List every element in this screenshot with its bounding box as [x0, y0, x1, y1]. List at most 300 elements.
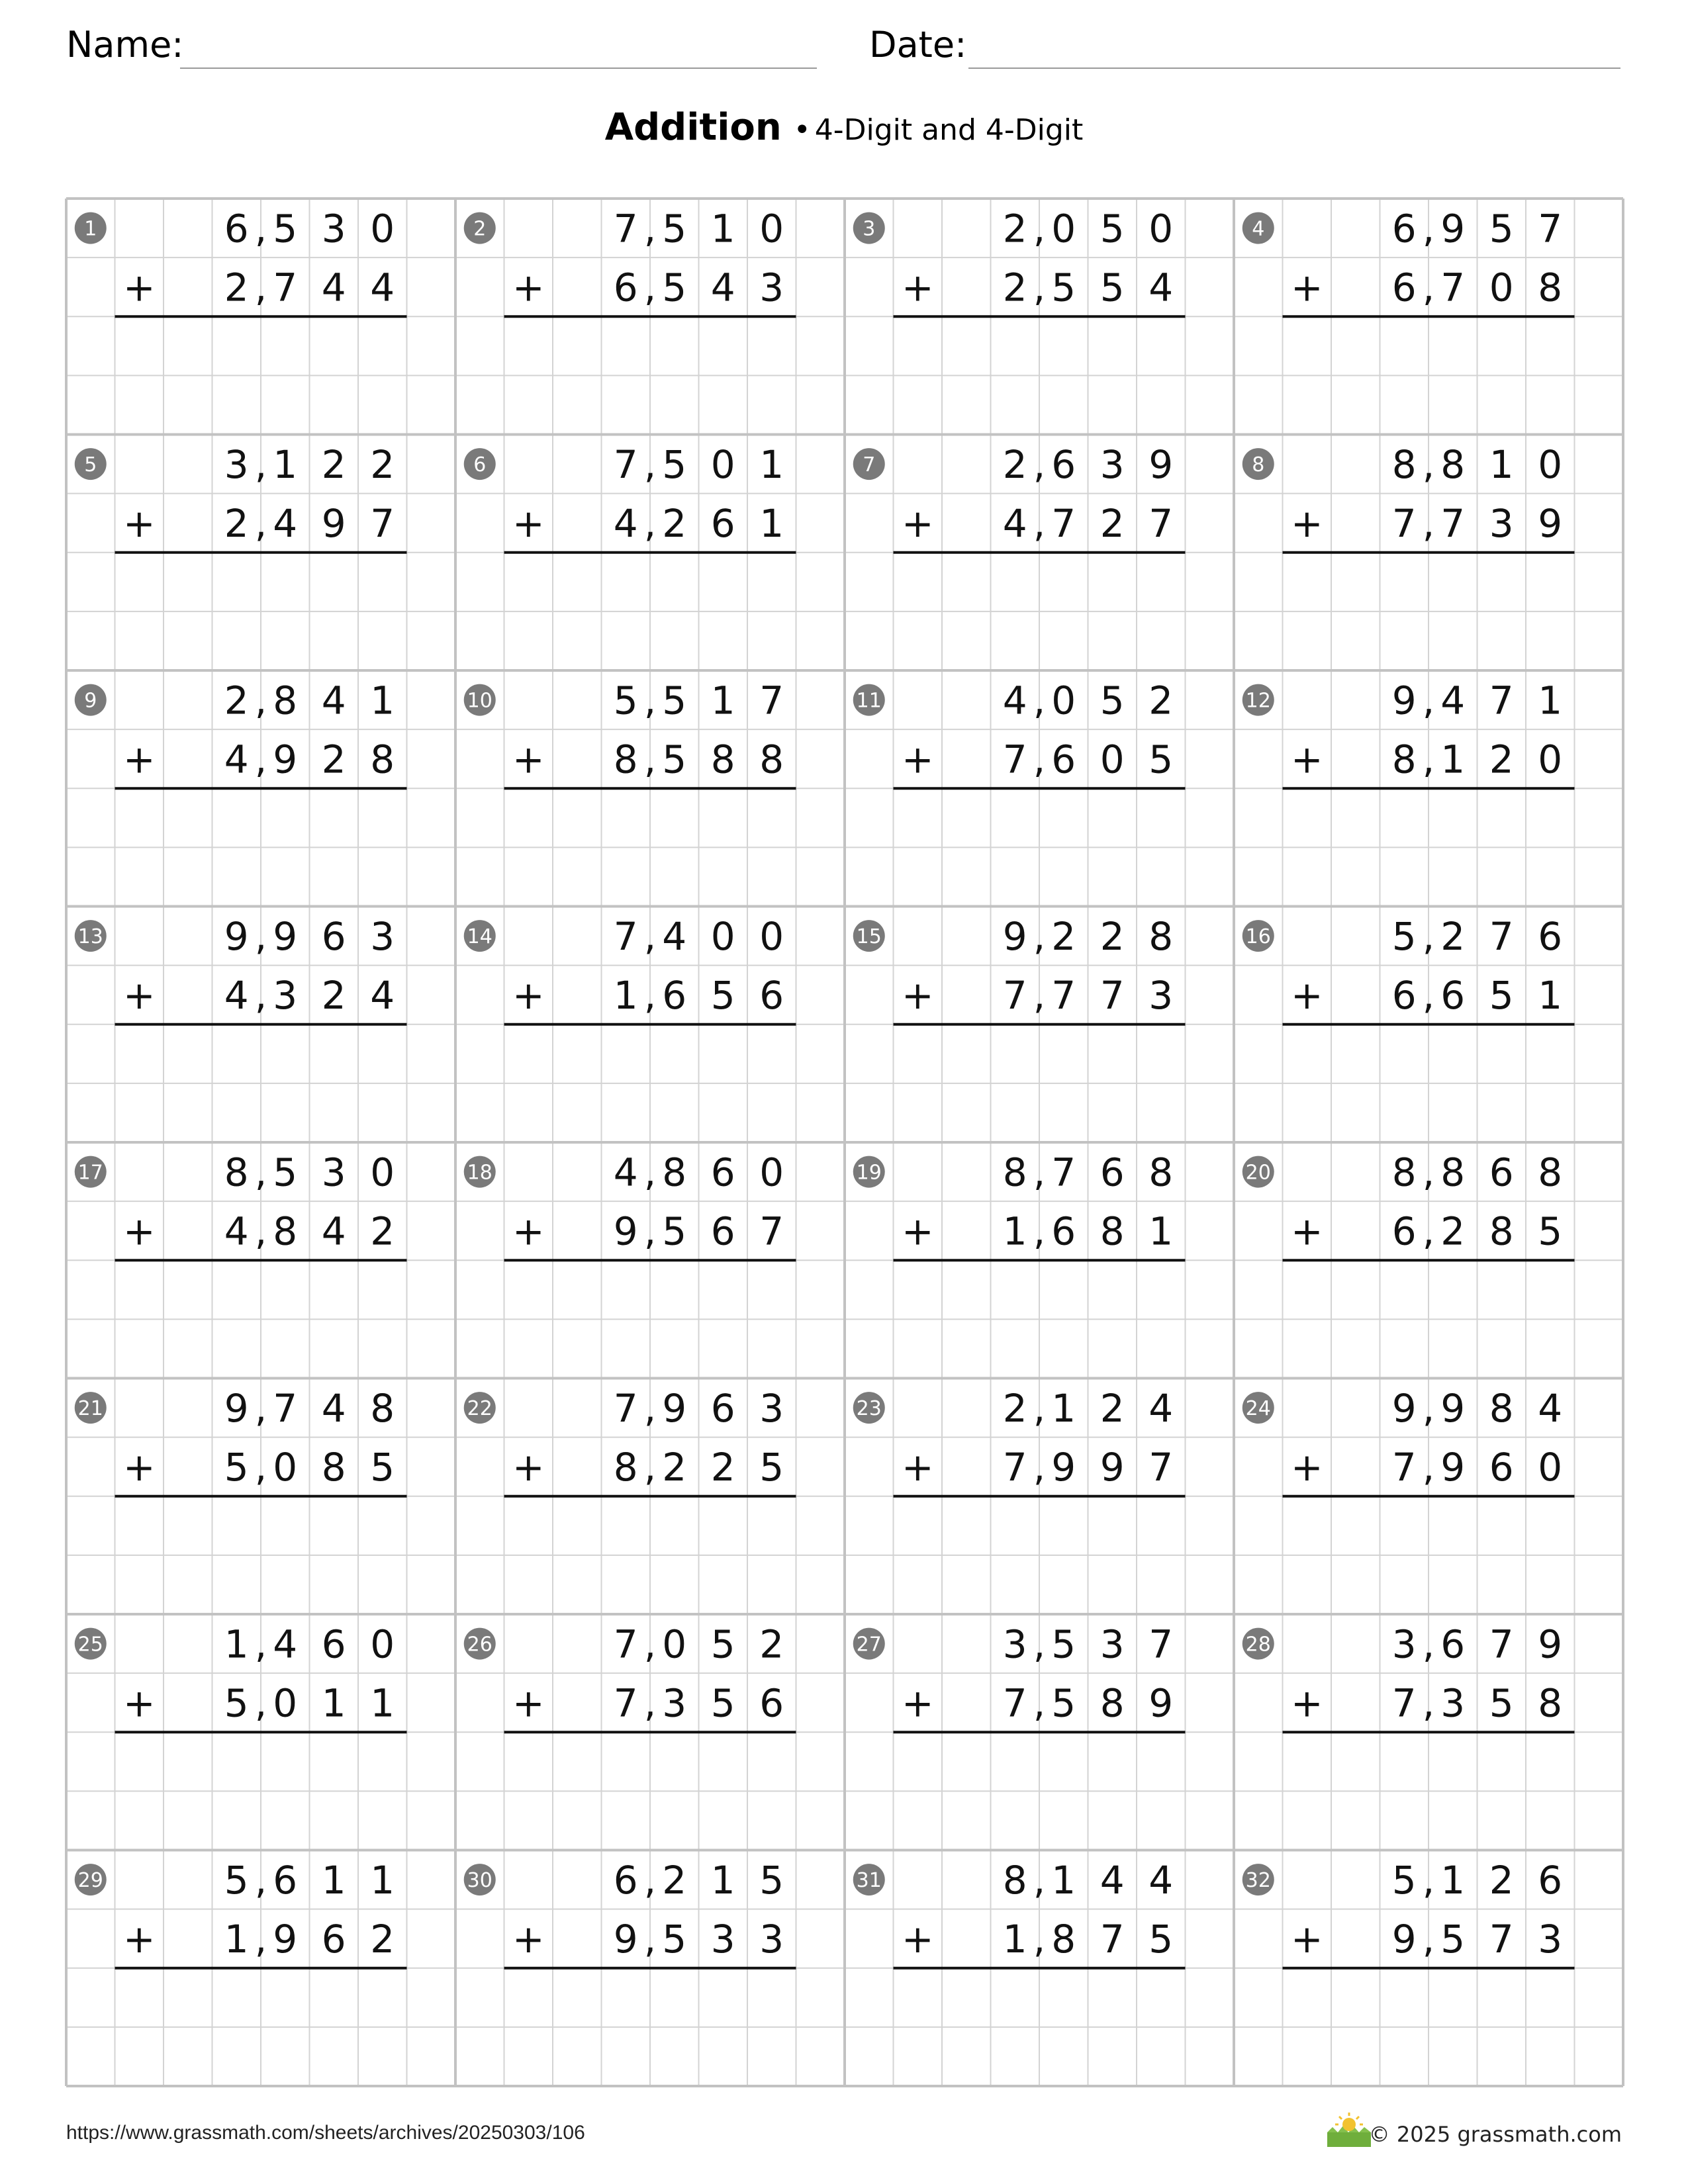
addend-bottom-digit: 6 [1391, 1208, 1417, 1254]
addend-top-digit: 7 [1489, 1621, 1514, 1667]
addend-bottom-digit: 0 [1538, 1445, 1563, 1490]
addend-bottom-digit: 0 [273, 1445, 298, 1490]
addend-top-digit: 7 [1538, 206, 1563, 251]
addend-top-digit: 6 [1440, 1621, 1466, 1667]
addend-top-digit: 4 [662, 914, 687, 960]
addend-top-digit: 5 [1051, 1621, 1076, 1667]
problem-number: 10 [467, 689, 492, 713]
addend-top-digit: 5 [662, 678, 687, 723]
addend-bottom-digit: 5 [1149, 737, 1174, 782]
addend-top-digit: 6 [1051, 442, 1076, 488]
addend-top-digit: 7 [759, 678, 784, 723]
addend-bottom-digit: 5 [759, 1445, 784, 1490]
addend-top-digit: 6 [1489, 1150, 1514, 1195]
addend-top-digit: 3 [1002, 1621, 1027, 1667]
addend-top-digit: 8 [1489, 1386, 1514, 1432]
addend-top-digit: 4 [1440, 678, 1466, 723]
thousands-separator: , [1033, 1208, 1046, 1254]
plus-sign: + [512, 973, 545, 1019]
addend-bottom-digit: 7 [1002, 1680, 1027, 1726]
addend-bottom-digit: 5 [662, 1208, 687, 1254]
plus-sign: + [512, 1208, 545, 1254]
addend-bottom-digit: 1 [370, 1680, 395, 1726]
addend-bottom-digit: 6 [613, 265, 638, 310]
addend-bottom-digit: 1 [224, 1917, 249, 1962]
addend-bottom-digit: 2 [662, 1445, 687, 1490]
addend-bottom-digit: 7 [1391, 1445, 1417, 1490]
addend-top-digit: 0 [1051, 678, 1076, 723]
plus-sign: + [122, 1208, 156, 1254]
addend-bottom-digit: 9 [321, 501, 346, 547]
addend-bottom-digit: 5 [710, 973, 735, 1019]
problem-number: 1 [84, 217, 97, 241]
thousands-separator: , [254, 206, 267, 251]
addend-bottom-digit: 4 [273, 501, 298, 547]
problem-number: 5 [84, 453, 97, 477]
addend-bottom-digit: 3 [273, 973, 298, 1019]
addend-top-digit: 0 [710, 442, 735, 488]
plus-sign: + [901, 501, 934, 547]
thousands-separator: , [1033, 1917, 1046, 1962]
thousands-separator: , [1422, 1917, 1435, 1962]
addend-bottom-digit: 1 [1002, 1208, 1027, 1254]
addend-top-digit: 4 [1002, 678, 1027, 723]
thousands-separator: , [1422, 1445, 1435, 1490]
plus-sign: + [122, 737, 156, 782]
thousands-separator: , [1033, 1621, 1046, 1667]
addend-bottom-digit: 4 [224, 973, 249, 1019]
addend-bottom-digit: 7 [370, 501, 395, 547]
thousands-separator: , [1033, 442, 1046, 488]
addend-top-digit: 9 [1440, 1386, 1466, 1432]
addend-bottom-digit: 4 [1002, 501, 1027, 547]
addend-top-digit: 4 [321, 678, 346, 723]
addend-bottom-digit: 1 [321, 1680, 346, 1726]
problem-number: 31 [856, 1869, 882, 1893]
addend-bottom-digit: 9 [1538, 501, 1563, 547]
addend-bottom-digit: 6 [759, 973, 784, 1019]
addend-top-digit: 7 [613, 914, 638, 960]
addend-bottom-digit: 9 [273, 737, 298, 782]
thousands-separator: , [643, 1386, 657, 1432]
addend-top-digit: 1 [1489, 442, 1514, 488]
name-label: Name: [66, 24, 184, 66]
addend-bottom-digit: 9 [613, 1208, 638, 1254]
problem-number: 32 [1245, 1869, 1271, 1893]
addend-bottom-digit: 6 [1391, 973, 1417, 1019]
thousands-separator: , [254, 1858, 267, 1903]
addend-bottom-digit: 9 [1051, 1445, 1076, 1490]
addend-bottom-digit: 5 [1538, 1208, 1563, 1254]
addend-top-digit: 8 [662, 1150, 687, 1195]
addend-top-digit: 3 [370, 914, 395, 960]
addend-top-digit: 0 [759, 914, 784, 960]
addend-bottom-digit: 5 [224, 1680, 249, 1726]
addend-bottom-digit: 8 [1538, 265, 1563, 310]
plus-sign: + [512, 1680, 545, 1726]
thousands-separator: , [643, 501, 657, 547]
addend-bottom-digit: 8 [710, 737, 735, 782]
addend-top-digit: 0 [759, 206, 784, 251]
addend-bottom-digit: 2 [224, 265, 249, 310]
thousands-separator: , [1422, 1621, 1435, 1667]
title-main: Addition [604, 106, 782, 149]
thousands-separator: , [643, 678, 657, 723]
addend-bottom-digit: 7 [1391, 501, 1417, 547]
plus-sign: + [122, 1917, 156, 1962]
addend-bottom-digit: 5 [1100, 265, 1125, 310]
addend-top-digit: 8 [370, 1386, 395, 1432]
addend-top-digit: 8 [1440, 1150, 1466, 1195]
addend-top-digit: 7 [613, 442, 638, 488]
addend-top-digit: 2 [224, 678, 249, 723]
plus-sign: + [122, 973, 156, 1019]
thousands-separator: , [254, 442, 267, 488]
thousands-separator: , [643, 1445, 657, 1490]
problem-number: 30 [467, 1869, 492, 1893]
addend-bottom-digit: 9 [613, 1917, 638, 1962]
plus-sign: + [901, 1680, 934, 1726]
addend-top-digit: 8 [1391, 1150, 1417, 1195]
addend-bottom-digit: 2 [321, 973, 346, 1019]
addend-bottom-digit: 2 [1100, 501, 1125, 547]
thousands-separator: , [254, 1917, 267, 1962]
problem-number: 13 [77, 925, 103, 949]
plus-sign: + [901, 737, 934, 782]
thousands-separator: , [643, 1150, 657, 1195]
thousands-separator: , [1422, 265, 1435, 310]
thousands-separator: , [1422, 1386, 1435, 1432]
problem-number: 14 [467, 925, 492, 949]
addend-top-digit: 0 [759, 1150, 784, 1195]
thousands-separator: , [254, 1150, 267, 1195]
thousands-separator: , [643, 442, 657, 488]
addend-top-digit: 9 [1440, 206, 1466, 251]
addend-bottom-digit: 4 [370, 973, 395, 1019]
thousands-separator: , [1033, 1445, 1046, 1490]
addend-top-digit: 6 [1538, 1858, 1563, 1903]
plus-sign: + [1290, 737, 1323, 782]
thousands-separator: , [643, 265, 657, 310]
problem-number: 15 [856, 925, 882, 949]
plus-sign: + [512, 265, 545, 310]
addend-top-digit: 3 [321, 206, 346, 251]
addend-bottom-digit: 4 [370, 265, 395, 310]
plus-sign: + [1290, 1445, 1323, 1490]
addend-bottom-digit: 3 [1538, 1917, 1563, 1962]
title-subtitle: 4-Digit and 4-Digit [814, 113, 1084, 147]
addend-bottom-digit: 5 [1051, 1680, 1076, 1726]
addend-top-digit: 9 [1391, 1386, 1417, 1432]
addend-top-digit: 5 [613, 678, 638, 723]
addend-top-digit: 4 [1538, 1386, 1563, 1432]
addend-bottom-digit: 8 [759, 737, 784, 782]
thousands-separator: , [254, 973, 267, 1019]
addend-bottom-digit: 7 [1489, 1917, 1514, 1962]
addend-bottom-digit: 9 [1100, 1445, 1125, 1490]
addend-top-digit: 6 [613, 1858, 638, 1903]
addend-bottom-digit: 6 [1440, 973, 1466, 1019]
addend-bottom-digit: 2 [1489, 737, 1514, 782]
thousands-separator: , [1422, 501, 1435, 547]
problem-number: 7 [863, 453, 876, 477]
addend-top-digit: 1 [370, 678, 395, 723]
addend-bottom-digit: 4 [321, 265, 346, 310]
problem-number: 26 [467, 1633, 492, 1657]
addend-bottom-digit: 3 [1440, 1680, 1466, 1726]
addend-bottom-digit: 6 [710, 1208, 735, 1254]
addend-top-digit: 1 [321, 1858, 346, 1903]
thousands-separator: , [1033, 737, 1046, 782]
addend-bottom-digit: 7 [1100, 973, 1125, 1019]
addend-bottom-digit: 8 [321, 1445, 346, 1490]
addend-top-digit: 5 [273, 206, 298, 251]
problem-number: 20 [1245, 1161, 1271, 1185]
problem-number: 29 [77, 1869, 103, 1893]
thousands-separator: , [643, 973, 657, 1019]
addend-top-digit: 1 [224, 1621, 249, 1667]
addend-bottom-digit: 7 [1002, 1445, 1027, 1490]
addend-top-digit: 8 [1391, 442, 1417, 488]
addend-top-digit: 0 [1051, 206, 1076, 251]
thousands-separator: , [643, 1858, 657, 1903]
thousands-separator: , [1033, 1858, 1046, 1903]
addend-top-digit: 7 [613, 1386, 638, 1432]
thousands-separator: , [1422, 1208, 1435, 1254]
addend-bottom-digit: 8 [1391, 737, 1417, 782]
addend-top-digit: 9 [1391, 678, 1417, 723]
addend-top-digit: 5 [1391, 914, 1417, 960]
addend-bottom-digit: 8 [1100, 1208, 1125, 1254]
addend-top-digit: 4 [1149, 1858, 1174, 1903]
addend-bottom-digit: 6 [1051, 1208, 1076, 1254]
addend-bottom-digit: 7 [273, 265, 298, 310]
addend-bottom-digit: 7 [1391, 1680, 1417, 1726]
addend-bottom-digit: 5 [1489, 1680, 1514, 1726]
addend-top-digit: 5 [1100, 206, 1125, 251]
addend-bottom-digit: 7 [1149, 501, 1174, 547]
addend-top-digit: 8 [1440, 442, 1466, 488]
addend-bottom-digit: 6 [321, 1917, 346, 1962]
addend-top-digit: 7 [1489, 914, 1514, 960]
thousands-separator: , [643, 914, 657, 960]
addend-bottom-digit: 3 [759, 1917, 784, 1962]
addend-bottom-digit: 6 [710, 501, 735, 547]
addend-top-digit: 2 [1489, 1858, 1514, 1903]
addend-bottom-digit: 9 [1391, 1917, 1417, 1962]
addend-top-digit: 5 [273, 1150, 298, 1195]
addend-top-digit: 2 [321, 442, 346, 488]
addend-bottom-digit: 7 [613, 1680, 638, 1726]
addend-top-digit: 6 [321, 1621, 346, 1667]
addend-top-digit: 4 [613, 1150, 638, 1195]
addend-bottom-digit: 8 [1100, 1680, 1125, 1726]
thousands-separator: , [254, 1386, 267, 1432]
addend-bottom-digit: 5 [662, 1917, 687, 1962]
addend-top-digit: 2 [1149, 678, 1174, 723]
sun-grass-logo-icon [1326, 2110, 1372, 2147]
addend-top-digit: 0 [370, 1150, 395, 1195]
addend-top-digit: 0 [370, 1621, 395, 1667]
addend-top-digit: 8 [1149, 914, 1174, 960]
addend-bottom-digit: 3 [1489, 501, 1514, 547]
addend-top-digit: 9 [1149, 442, 1174, 488]
problem-number: 4 [1252, 217, 1265, 241]
problem-number: 3 [863, 217, 876, 241]
addend-top-digit: 2 [1002, 206, 1027, 251]
addend-bottom-digit: 6 [1051, 737, 1076, 782]
addend-bottom-digit: 6 [1391, 265, 1417, 310]
footer-copyright: © 2025 grassmath.com [1368, 2122, 1622, 2147]
plus-sign: + [1290, 265, 1323, 310]
plus-sign: + [122, 1680, 156, 1726]
addend-bottom-digit: 2 [224, 501, 249, 547]
plus-sign: + [1290, 973, 1323, 1019]
thousands-separator: , [1033, 265, 1046, 310]
addend-top-digit: 6 [321, 914, 346, 960]
addend-bottom-digit: 5 [710, 1680, 735, 1726]
addend-bottom-digit: 4 [224, 1208, 249, 1254]
addend-bottom-digit: 1 [759, 501, 784, 547]
addend-top-digit: 1 [759, 442, 784, 488]
problem-number: 23 [856, 1397, 882, 1421]
addend-top-digit: 2 [1100, 1386, 1125, 1432]
addend-bottom-digit: 1 [613, 973, 638, 1019]
thousands-separator: , [1422, 1680, 1435, 1726]
addend-bottom-digit: 2 [370, 1917, 395, 1962]
addend-bottom-digit: 1 [1002, 1917, 1027, 1962]
thousands-separator: , [1033, 914, 1046, 960]
addend-top-digit: 9 [224, 1386, 249, 1432]
addend-top-digit: 2 [370, 442, 395, 488]
addend-top-digit: 6 [1100, 1150, 1125, 1195]
thousands-separator: , [1422, 1150, 1435, 1195]
problem-number: 12 [1245, 689, 1271, 713]
addend-top-digit: 5 [1489, 206, 1514, 251]
problem-number: 17 [77, 1161, 103, 1185]
thousands-separator: , [1033, 678, 1046, 723]
addend-bottom-digit: 5 [1440, 1917, 1466, 1962]
plus-sign: + [512, 1445, 545, 1490]
addend-bottom-digit: 7 [1100, 1917, 1125, 1962]
addend-bottom-digit: 4 [224, 737, 249, 782]
problem-number: 22 [467, 1397, 492, 1421]
addend-top-digit: 2 [1440, 914, 1466, 960]
thousands-separator: , [1033, 973, 1046, 1019]
thousands-separator: , [254, 1680, 267, 1726]
addend-bottom-digit: 8 [613, 737, 638, 782]
addend-bottom-digit: 7 [1051, 501, 1076, 547]
addend-top-digit: 6 [1538, 914, 1563, 960]
addend-top-digit: 7 [1051, 1150, 1076, 1195]
addend-bottom-digit: 2 [1002, 265, 1027, 310]
plus-sign: + [1290, 1208, 1323, 1254]
addend-bottom-digit: 8 [370, 737, 395, 782]
problem-number: 9 [84, 689, 97, 713]
addend-bottom-digit: 0 [273, 1680, 298, 1726]
addend-top-digit: 3 [321, 1150, 346, 1195]
addend-bottom-digit: 7 [1051, 973, 1076, 1019]
plus-sign: + [1290, 1917, 1323, 1962]
addend-top-digit: 7 [613, 206, 638, 251]
problem-number: 27 [856, 1633, 882, 1657]
plus-sign: + [901, 1208, 934, 1254]
thousands-separator: , [643, 1680, 657, 1726]
addend-bottom-digit: 1 [1538, 973, 1563, 1019]
addend-bottom-digit: 6 [1489, 1445, 1514, 1490]
thousands-separator: , [1422, 206, 1435, 251]
problem-number: 11 [856, 689, 882, 713]
addend-top-digit: 3 [1100, 442, 1125, 488]
thousands-separator: , [254, 1208, 267, 1254]
addend-top-digit: 9 [1002, 914, 1027, 960]
addend-bottom-digit: 4 [1149, 265, 1174, 310]
plus-sign: + [122, 501, 156, 547]
addend-top-digit: 5 [1100, 678, 1125, 723]
addend-top-digit: 1 [1440, 1858, 1466, 1903]
addend-top-digit: 2 [1002, 442, 1027, 488]
addend-bottom-digit: 8 [1538, 1680, 1563, 1726]
addend-bottom-digit: 2 [662, 501, 687, 547]
thousands-separator: , [1033, 206, 1046, 251]
problem-number: 21 [77, 1397, 103, 1421]
addend-bottom-digit: 8 [1489, 1208, 1514, 1254]
addend-top-digit: 6 [1391, 206, 1417, 251]
addend-top-digit: 2 [759, 1621, 784, 1667]
addend-top-digit: 6 [710, 1386, 735, 1432]
addend-top-digit: 4 [273, 1621, 298, 1667]
addend-bottom-digit: 5 [662, 265, 687, 310]
addend-bottom-digit: 3 [662, 1680, 687, 1726]
thousands-separator: , [254, 1621, 267, 1667]
addend-bottom-digit: 8 [1051, 1917, 1076, 1962]
problem-number: 24 [1245, 1397, 1271, 1421]
addend-top-digit: 0 [370, 206, 395, 251]
plus-sign: + [512, 501, 545, 547]
addend-bottom-digit: 4 [710, 265, 735, 310]
addend-top-digit: 7 [273, 1386, 298, 1432]
footer-url[interactable]: https://www.grassmath.com/sheets/archives/20250303/106 [66, 2122, 585, 2144]
addend-top-digit: 1 [710, 206, 735, 251]
plus-sign: + [512, 1917, 545, 1962]
addend-top-digit: 4 [1149, 1386, 1174, 1432]
addend-bottom-digit: 9 [273, 1917, 298, 1962]
addend-bottom-digit: 7 [1149, 1445, 1174, 1490]
problem-number: 6 [473, 453, 487, 477]
problem-number: 28 [1245, 1633, 1271, 1657]
plus-sign: + [901, 265, 934, 310]
thousands-separator: , [1033, 501, 1046, 547]
addend-top-digit: 1 [710, 678, 735, 723]
addend-bottom-digit: 5 [1051, 265, 1076, 310]
problem-number: 18 [467, 1161, 492, 1185]
addend-top-digit: 8 [273, 678, 298, 723]
addend-top-digit: 5 [759, 1858, 784, 1903]
addend-bottom-digit: 6 [759, 1680, 784, 1726]
addend-top-digit: 8 [1538, 1150, 1563, 1195]
addend-bottom-digit: 0 [1100, 737, 1125, 782]
date-label: Date: [869, 24, 967, 66]
plus-sign: + [901, 1445, 934, 1490]
thousands-separator: , [1033, 1150, 1046, 1195]
addend-top-digit: 1 [710, 1858, 735, 1903]
addend-bottom-digit: 2 [321, 737, 346, 782]
plus-sign: + [1290, 501, 1323, 547]
addend-bottom-digit: 2 [1440, 1208, 1466, 1254]
addend-bottom-digit: 3 [1149, 973, 1174, 1019]
addend-top-digit: 1 [1538, 678, 1563, 723]
addend-top-digit: 8 [1149, 1150, 1174, 1195]
